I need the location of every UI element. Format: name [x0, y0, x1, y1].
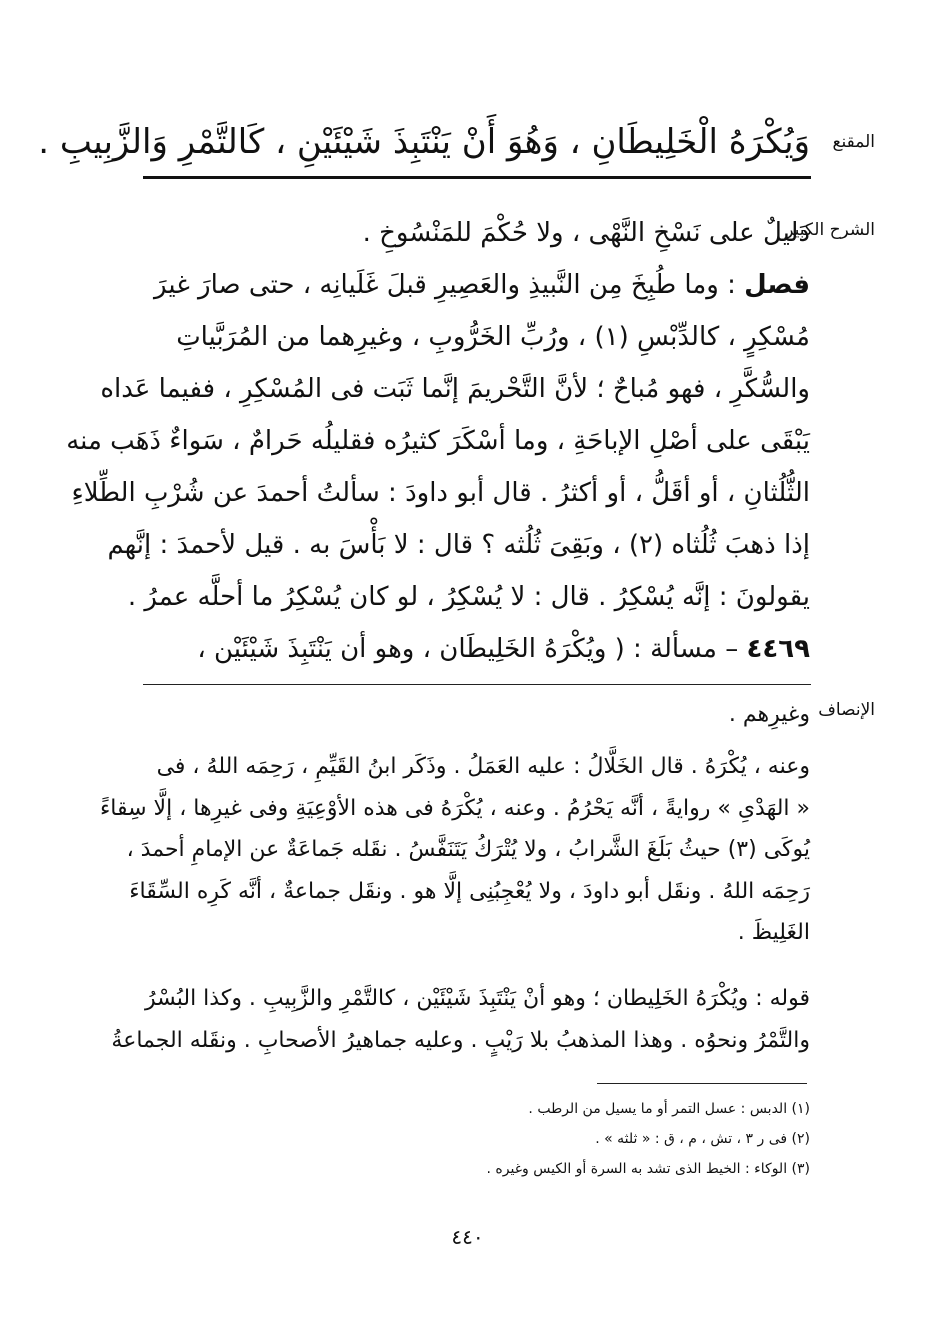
insaf-line: وعنه ، يُكْرَهُ . قال الخَلَّالُ : عليه العَمَلُ . وذَكَر ابنُ القَيِّمِ ، رَحِمَه اللهُ ، فى — [156, 754, 810, 779]
insaf-line: قوله : ويُكْرَهُ الخَلِيطان ؛ وهو أنْ يَنْتَبِذَ شَيْئَيْن ، كالتَّمْرِ والزَّبِيبِ . وكذا البُسْرُ — [144, 986, 810, 1011]
muqni-line: وَيُكْرَهُ الْخَلِيطَانِ ، وَهُوَ أَنْ يَنْتَبِذَ شَيْئَيْنِ ، كَالتَّمْرِ وَالزَّبِيبِ . — [38, 122, 810, 162]
bold-heading-word: فصل — [744, 270, 810, 300]
page-number: ٤٤٠ — [451, 1225, 484, 1249]
sharh-label: الشرح الكبير — [785, 220, 875, 240]
insaf-line: والتَّمْرُ ونحوُه . وهذا المذهبُ بلا رَيْبٍ . وعليه جماهيرُ الأصحابِ . ونقَله الجماعةُ — [111, 1027, 810, 1053]
insaf-line: وغيرِهم . — [728, 702, 810, 727]
sharh-divider — [143, 684, 811, 685]
sharh-line: يقولونَ : إنَّه يُسْكِرُ . قال : لا يُسْكِرُ ، لو كان يُسْكِرُ ما أحلَّه عمرُ . — [127, 582, 810, 612]
sharh-line: الثُّلُثانِ ، أو أقَلُّ ، أو أكثرُ . قال أبو داودَ : سألتُ أحمدَ عن شُرْبِ الطِّلاءِ — [71, 478, 810, 508]
muqni-divider — [143, 176, 811, 179]
insaf-label: الإنصاف — [818, 700, 875, 720]
insaf-line: الغَلِيظَ . — [737, 920, 810, 945]
sharh-line: مُسْكِرٍ ، كالدِّبْسِ (١) ، ورُبِّ الخَرُّوبِ ، وغيرِهما من المُرَبَّياتِ — [176, 322, 810, 352]
insaf-para-3 — [111, 978, 810, 1061]
insaf-para-2 — [99, 746, 810, 954]
footnote-3: (٣) الوكاء : الخيط الذى تشد به السرة أو الكيس وغيره . — [486, 1161, 810, 1177]
sharh-line-masala: ٤٤٦٩ – مسألة : ( ويُكْرَهُ الخَلِيطَان ، وهو أن يَنْتَبِذَ شَيْئَيْن ، — [197, 634, 810, 664]
insaf-para-1 — [140, 694, 810, 736]
sharh-line: دَليلٌ على نَسْخِ النَّهْى ، ولا حُكْمَ للمَنْسُوخِ . — [362, 218, 810, 248]
muqni-label: المقنع — [832, 132, 875, 152]
sharh-line: والسُّكَّرِ ، فهو مُباحٌ ؛ لأنَّ التَّحْريمَ إنَّما ثَبَت فى المُسْكِرِ ، ففيما عَداه — [100, 374, 810, 404]
bold-heading-word: ٤٤٦٩ — [746, 634, 810, 664]
insaf-line: « الهَدْىِ » روايةً ، أنَّه يَحْرُمُ . وعنه ، يُكْرَهُ فى هذه الأوْعِيَةِ وفى غيرِها ، إلَّا سِقاءً — [99, 795, 810, 821]
sharh-text — [66, 207, 810, 675]
footnote-1: (١) الدبس : عسل التمر أو ما يسيل من الرطب . — [528, 1101, 810, 1117]
footnote-divider — [597, 1083, 807, 1084]
footnote-2: (٢) فى ر ٣ ، تش ، م ، ق : « ثلثه » . — [595, 1131, 810, 1147]
sharh-line-fasl: فصل : وما طُبِخَ مِن النَّبيذِ والعَصِيرِ قبلَ غَلَيانِه ، حتى صارَ غيرَ — [154, 270, 810, 300]
footnotes — [300, 1094, 810, 1184]
insaf-line: رَحِمَه اللهُ . ونقَل أبو داودَ ، ولا يُعْجِبُنِى إلَّا هو . ونقَل جماعةٌ ، أنَّه كَرِه السِّقَاءَ — [129, 878, 810, 904]
sharh-line: إذا ذهبَ ثُلُثاه (٢) ، وبَقِىَ ثُلُثه ؟ قال : لا بَأْسَ به . قيل لأحمدَ : إنَّهم — [107, 530, 810, 560]
sharh-line: يَبْقَى على أصْلِ الإباحَةِ ، وما أسْكَرَ كثيرُه فقليلُه حَرامٌ ، سَواءٌ ذَهَب منه — [66, 426, 810, 456]
insaf-line: يُوكَى (٣) حيثُ بَلَغَ الشَّرابُ ، ولا يُتْرَكُ يَتَنَفَّسُ . نقَله جَماعَةٌ عن الإمامِ أحمدَ ، — [126, 837, 810, 862]
muqni-text — [38, 120, 810, 164]
